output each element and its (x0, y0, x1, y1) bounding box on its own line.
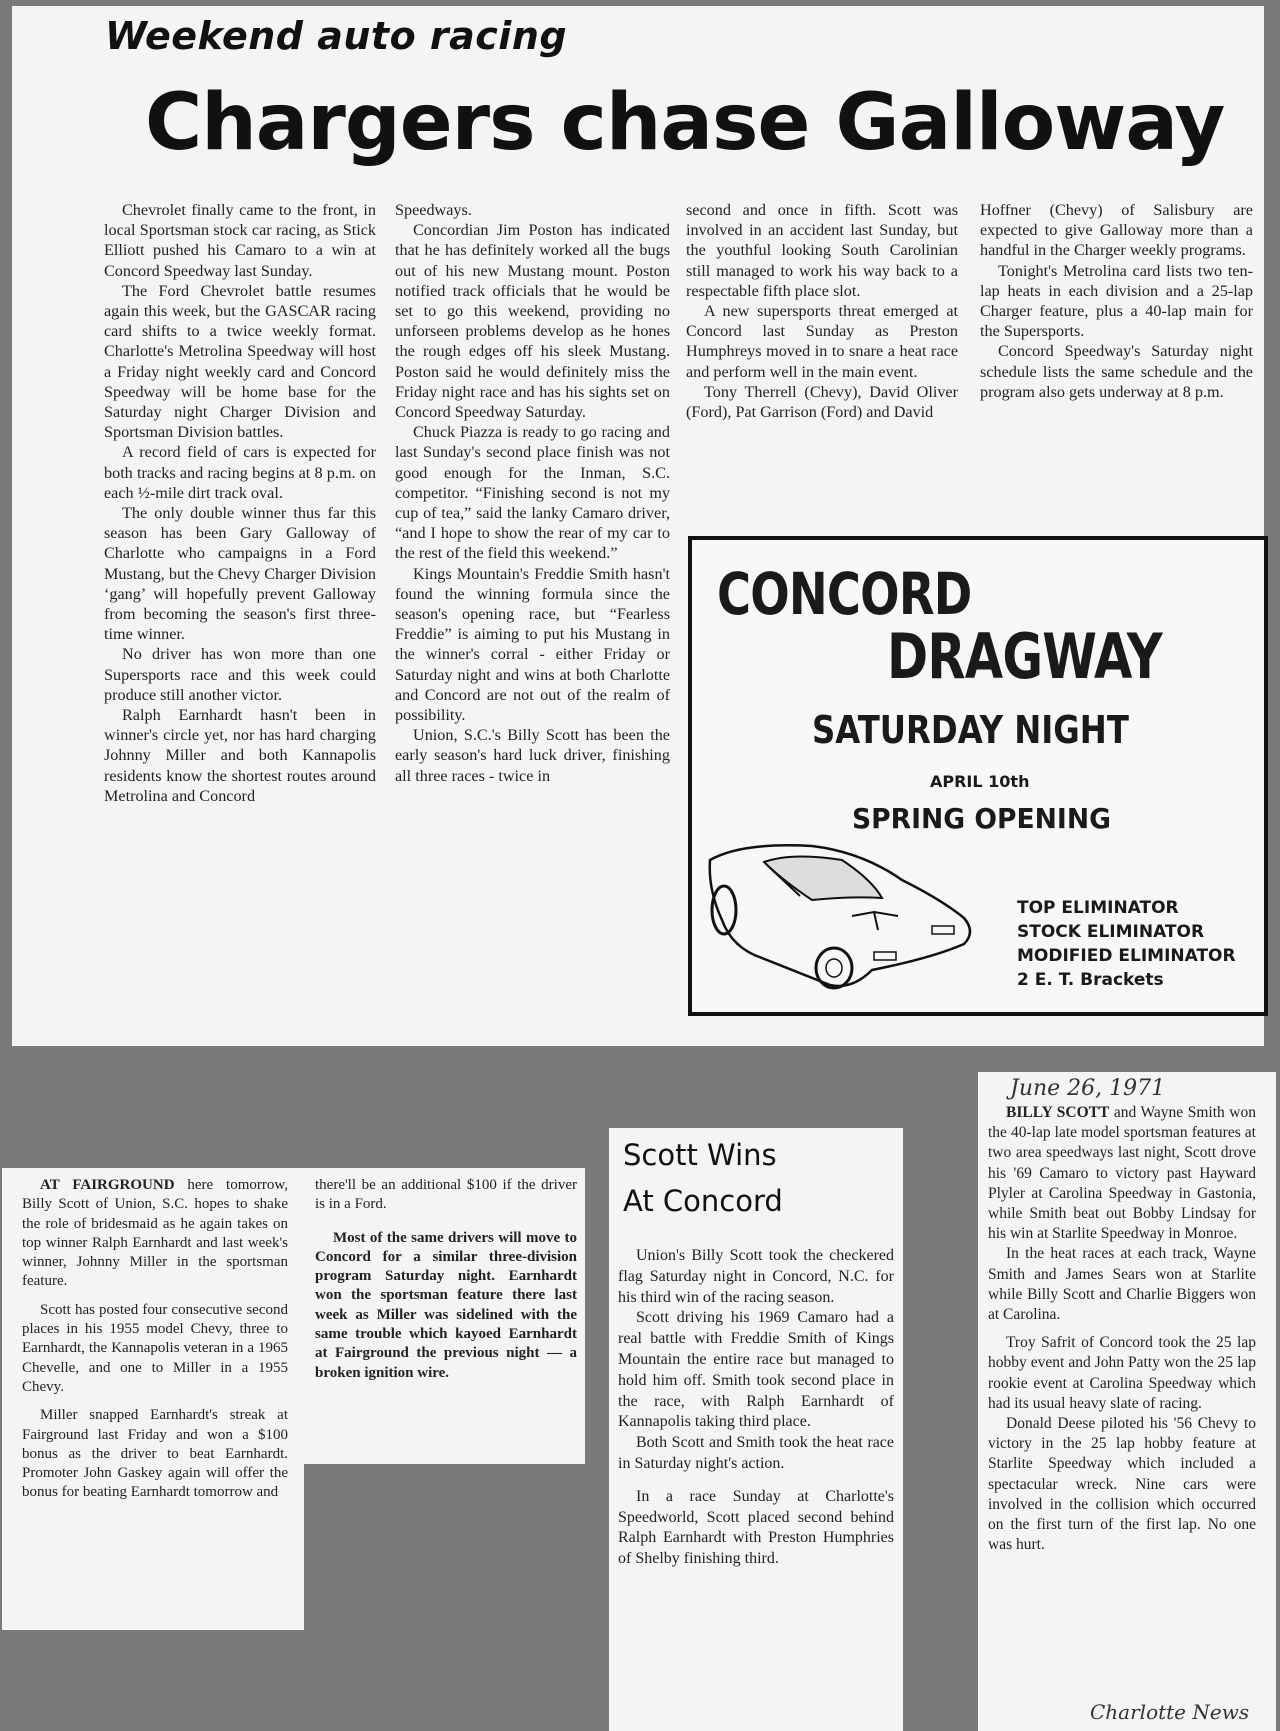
paragraph: Concordian Jim Poston has indicated that he has definitely worked all the bugs out of his new Mustang mount. Poston notified track officials that he would be set to go this weekend, providing no unforseen problems develop as he hones the rough edges off his sleek Mustang. Poston said he would definitely miss the Friday night race and has his sights set on Concord Speedway Saturday. (395, 221, 670, 422)
scott-wins-body (618, 1246, 894, 1570)
handwritten-date: June 26, 1971 (1010, 1076, 1166, 1101)
june-clipping-body (988, 1103, 1256, 1555)
ad-saturday-night: SATURDAY NIGHT (812, 708, 1129, 752)
article-headline: Chargers chase Galloway (145, 78, 1225, 168)
ad-categories (1017, 896, 1236, 992)
ad-category: MODIFIED ELIMINATOR (1017, 946, 1236, 966)
paragraph: Concord Speedway's Saturday night schedule lists the same schedule and the program also gets underway at 8 p.m. (980, 342, 1253, 401)
paragraph: Most of the same drivers will move to Concord for a similar three-division program Saturday night. Earnhardt won the sportsman feature there last week as Miller was sidelined with the same trouble which kayoed Earnhardt at Fairground the previous night — a broken ignition wire. (315, 1229, 577, 1381)
paragraph: AT FAIRGROUND here tomorrow, Billy Scott of Union, S.C. hopes to shake the role of bridesmaid as he again takes on top winner Ralph Earnhardt and last week's winner, Johnny Miller in the sportsman feature. (22, 1177, 288, 1290)
paragraph: The Ford Chevrolet battle resumes again this week, but the GASCAR racing card shifts to a twice weekly format. Charlotte's Metrolina Speedway will host a Friday night weekly card and Concord Speedway will be home base for the Saturday night Charger Division and Sportsman Division battles. (104, 281, 376, 442)
ad-line-dragway: DRAGWAY (887, 620, 1162, 693)
paragraph: A new supersports threat emerged at Concord last Sunday as Preston Humphreys moved in to snare a heat race and perform well in the main event. (686, 302, 958, 381)
paragraph: Troy Safrit of Concord took the 25 lap hobby event and John Patty won the 25 lap rookie event at Carolina Speedway which had its usual heavy slate of racing. (988, 1334, 1256, 1412)
article-kicker: Weekend auto racing (105, 14, 568, 58)
paragraph: BILLY SCOTT and Wayne Smith won the 40-lap late model sportsman features at two area speedways last night, Scott drove his '69 Camaro to victory past Hayward Plyler at Carolina Speedway in Gastonia, while Smith beat out Bobby Lindsay for his win at Starlite Speedway in Monroe. (988, 1104, 1257, 1243)
lead-caps: BILLY SCOTT (1006, 1104, 1110, 1121)
paragraph: Tony Therrell (Chevy), David Oliver (Ford), Pat Garrison (Ford) and David (686, 382, 958, 422)
paragraph: Donald Deese piloted his '56 Chevy to victory in the 25 lap hobby feature at Starlite Speedway which included a spectacular wreck. Nine cars were involved in the collision which occurred on the first turn of the first lap. No one was hurt. (988, 1415, 1256, 1554)
paragraph: No driver has won more than one Supersports race and this week could produce still another victor. (104, 645, 376, 704)
fairground-column-1 (22, 1176, 288, 1503)
paragraph: In a race Sunday at Charlotte's Speedworld, Scott placed second behind Ralph Earnhardt with Preston Humphries of Shelby finishing third. (618, 1487, 894, 1568)
article-column-3 (686, 200, 958, 422)
paragraph: second and once in fifth. Scott was involved in an accident last Sunday, but the youthful looking South Carolinian still managed to work his way back to a respectable fifth place slot. (686, 201, 958, 300)
article-column-1 (104, 200, 376, 806)
fairground-column-2 (315, 1176, 577, 1383)
lead-caps: AT FAIRGROUND (40, 1177, 175, 1193)
paragraph: Scott driving his 1969 Camaro had a real battle with Freddie Smith of Kings Mountain the entire race but managed to hold him off. Smith took second place in the race, with Ralph Earnhardt of Kannapolis taking third place. (618, 1309, 894, 1431)
paragraph: The only double winner thus far this season has been Gary Galloway of Charlotte who campaigns in a Ford Mustang, but the Chevy Charger Division ‘gang’ will hopefully prevent Galloway from becoming the season's first three-time winner. (104, 504, 376, 644)
paragraph: there'll be an additional $100 if the driver is in a Ford. (315, 1177, 577, 1213)
ad-category: TOP ELIMINATOR (1017, 898, 1179, 918)
scott-wins-title: Scott Wins At Concord (623, 1138, 783, 1218)
ad-line-concord: CONCORD (717, 560, 972, 628)
sports-car-icon (702, 840, 992, 1000)
ad-category: 2 E. T. Brackets (1017, 970, 1164, 990)
article-column-2 (395, 200, 670, 786)
paragraph: A record field of cars is expected for both tracks and racing begins at 8 p.m. on each ½-mile dirt track oval. (104, 443, 376, 502)
ad-date: APRIL 10th (930, 772, 1030, 791)
ad-event: SPRING OPENING (852, 802, 1111, 835)
paragraph: Union's Billy Scott took the checkered flag Saturday night in Concord, N.C. for his third win of the racing season. (618, 1247, 894, 1306)
paragraph: In the heat races at each track, Wayne Smith and James Sears won at Starlite while Billy Scott and Charlie Biggers won at Carolina. (988, 1245, 1256, 1324)
ad-category: STOCK ELIMINATOR (1017, 922, 1205, 942)
handwritten-source: Charlotte News (1090, 1700, 1250, 1724)
concord-dragway-ad (688, 536, 1268, 1016)
article-column-4 (980, 200, 1253, 402)
paragraph: Both Scott and Smith took the heat race in Saturday night's action. (618, 1434, 894, 1472)
paragraph: Tonight's Metrolina card lists two ten-lap heats in each division and a 25-lap Charger feature, plus a 40-lap main for the Supersports. (980, 261, 1253, 341)
paragraph: Ralph Earnhardt hasn't been in winner's circle yet, nor has hard charging Johnny Miller and both Kannapolis residents know the shortest routes around Metrolina and Concord (104, 706, 376, 805)
paragraph: Chuck Piazza is ready to go racing and last Sunday's second place finish was not good enough for the Inman, S.C. competitor. “Finishing second is not my cup of tea,” said the lanky Camaro driver, “and I hope to show the rear of my car to the rest of the field this weekend.” (395, 423, 670, 563)
paragraph: Scott has posted four consecutive second places in his 1955 model Chevy, three to Earnhardt, the Kannapolis veteran in a 1965 Chevelle, and one to Miller in a 1955 Chevy. (22, 1301, 288, 1395)
paragraph: Miller snapped Earnhardt's streak at Fairground last Friday and won a $100 bonus as the driver to beat Earnhardt. Promoter John Gaskey again will offer the bonus for beating Earnhardt tomorrow and (22, 1407, 288, 1501)
paragraph: Kings Mountain's Freddie Smith hasn't found the winning formula since the season's opening race, but “Fearless Freddie” is aiming to put his Mustang in the winner's corral - either Friday or Saturday night and wins at both Charlotte and Concord are not out of the realm of possibility. (395, 564, 670, 725)
paragraph: Union, S.C.'s Billy Scott has been the early season's hard luck driver, finishing all three races - twice in (395, 726, 670, 785)
paragraph: Hoffner (Chevy) of Salisbury are expected to give Galloway more than a handful in the Charger weekly programs. (980, 201, 1253, 260)
paragraph: Chevrolet finally came to the front, in local Sportsman stock car racing, as Stick Elliott pushed his Camaro to a win at Concord Speedway last Sunday. (104, 201, 376, 280)
paragraph: Speedways. (395, 201, 472, 219)
